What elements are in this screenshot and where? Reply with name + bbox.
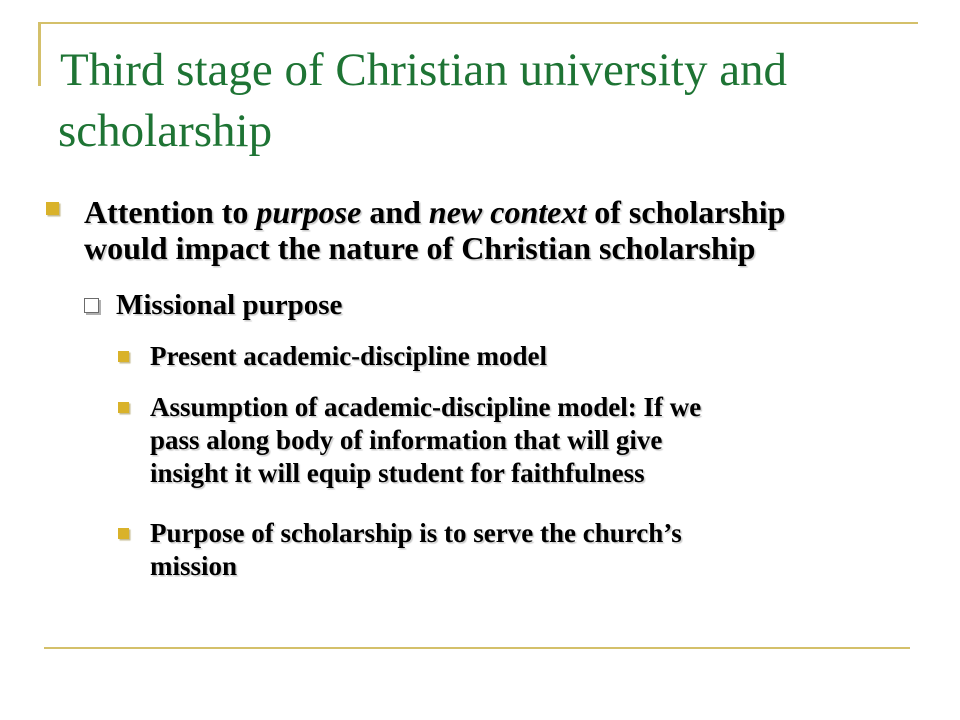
- sub-item-purpose-of-scholarship: [150, 517, 682, 583]
- checkbox-bullet-icon: [84, 298, 99, 313]
- bullet-attention-line-2: would impact the nature of Christian scholarship: [84, 230, 756, 266]
- square-bullet-icon: [118, 402, 129, 413]
- text-segment: of scholarship: [586, 194, 786, 230]
- sub-item-line: pass along body of information that will give: [150, 425, 663, 455]
- title-line-2: scholarship: [58, 105, 273, 157]
- sub-item-present-model: [150, 340, 547, 373]
- sub-item-line: Assumption of academic-discipline model: If we: [150, 392, 702, 422]
- sub-item-line: insight it will equip student for faithfulness: [150, 458, 645, 488]
- sub-item-line: Present academic-discipline model: [150, 341, 547, 371]
- sub-bullet-missional-purpose: Missional purpose: [116, 289, 343, 321]
- square-bullet-icon: [46, 202, 59, 215]
- sub-item-line: Purpose of scholarship is to serve the church’s: [150, 518, 682, 548]
- square-bullet-icon: [118, 528, 129, 539]
- bullet-attention-line-1: [84, 194, 785, 230]
- sub-item-line: mission: [150, 551, 238, 581]
- emphasis-purpose: purpose: [256, 194, 362, 230]
- square-bullet-icon: [118, 351, 129, 362]
- text-segment: Attention to: [84, 194, 257, 230]
- bullet-attention: [84, 194, 785, 266]
- text-segment: and: [361, 194, 429, 230]
- emphasis-new-context: new context: [428, 194, 587, 230]
- title-line-1: Third stage of Christian university and: [60, 44, 788, 96]
- sub-item-assumption: [150, 391, 701, 490]
